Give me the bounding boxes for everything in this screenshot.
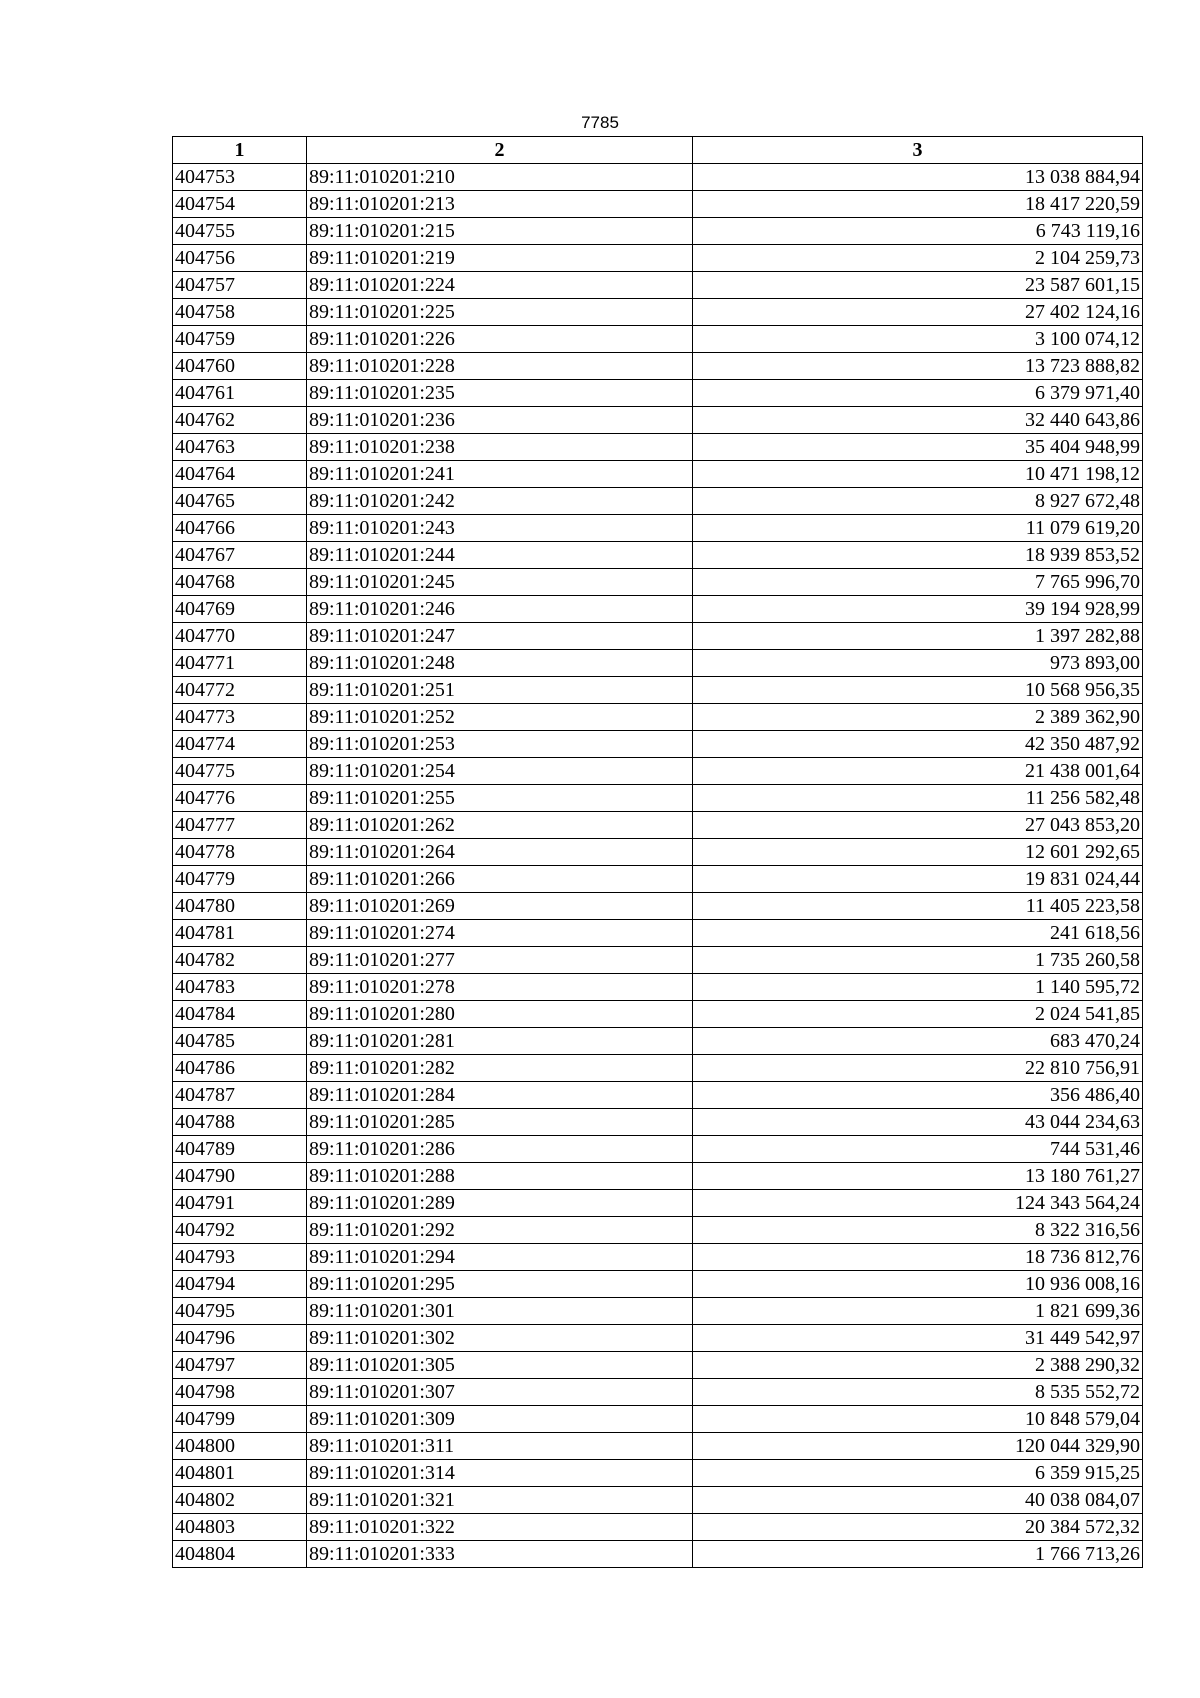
table-row (173, 704, 1143, 731)
table-row (173, 407, 1143, 434)
cadastral-value-cell: 12 601 292,65 (693, 839, 1143, 866)
cadastral-value-cell: 2 388 290,32 (693, 1352, 1143, 1379)
cadastral-value-cell: 13 723 888,82 (693, 353, 1143, 380)
cadastral-number-cell: 89:11:010201:251 (307, 677, 693, 704)
cadastral-value-cell: 1 821 699,36 (693, 1298, 1143, 1325)
table-row (173, 785, 1143, 812)
cadastral-value-cell: 1 735 260,58 (693, 947, 1143, 974)
row-number-cell: 404760 (173, 353, 307, 380)
row-number-cell: 404788 (173, 1109, 307, 1136)
cadastral-number-cell: 89:11:010201:252 (307, 704, 693, 731)
cadastral-number-cell: 89:11:010201:238 (307, 434, 693, 461)
cadastral-value-table (172, 136, 1143, 1568)
table-row (173, 974, 1143, 1001)
cadastral-number-cell: 89:11:010201:321 (307, 1487, 693, 1514)
row-number-cell: 404791 (173, 1190, 307, 1217)
cadastral-value-cell: 18 736 812,76 (693, 1244, 1143, 1271)
table-row (173, 272, 1143, 299)
table-row (173, 1298, 1143, 1325)
row-number-cell: 404804 (173, 1541, 307, 1568)
row-number-cell: 404765 (173, 488, 307, 515)
table-row (173, 1541, 1143, 1568)
table-row (173, 380, 1143, 407)
cadastral-value-cell: 32 440 643,86 (693, 407, 1143, 434)
cadastral-value-cell: 43 044 234,63 (693, 1109, 1143, 1136)
cadastral-number-cell: 89:11:010201:245 (307, 569, 693, 596)
table-row (173, 596, 1143, 623)
table-row (173, 326, 1143, 353)
cadastral-number-cell: 89:11:010201:281 (307, 1028, 693, 1055)
cadastral-value-cell: 11 256 582,48 (693, 785, 1143, 812)
table-row (173, 677, 1143, 704)
cadastral-number-cell: 89:11:010201:241 (307, 461, 693, 488)
row-number-cell: 404753 (173, 164, 307, 191)
cadastral-number-cell: 89:11:010201:286 (307, 1136, 693, 1163)
cadastral-value-cell: 18 417 220,59 (693, 191, 1143, 218)
cadastral-number-cell: 89:11:010201:264 (307, 839, 693, 866)
table-row (173, 1163, 1143, 1190)
cadastral-number-cell: 89:11:010201:243 (307, 515, 693, 542)
cadastral-value-cell: 683 470,24 (693, 1028, 1143, 1055)
cadastral-number-cell: 89:11:010201:322 (307, 1514, 693, 1541)
row-number-cell: 404789 (173, 1136, 307, 1163)
cadastral-value-cell: 1 397 282,88 (693, 623, 1143, 650)
cadastral-number-cell: 89:11:010201:226 (307, 326, 693, 353)
cadastral-number-cell: 89:11:010201:247 (307, 623, 693, 650)
table-row (173, 245, 1143, 272)
row-number-cell: 404781 (173, 920, 307, 947)
table-row (173, 1514, 1143, 1541)
row-number-cell: 404779 (173, 866, 307, 893)
cadastral-number-cell: 89:11:010201:311 (307, 1433, 693, 1460)
table-row (173, 650, 1143, 677)
cadastral-number-cell: 89:11:010201:333 (307, 1541, 693, 1568)
table-row (173, 947, 1143, 974)
cadastral-number-cell: 89:11:010201:210 (307, 164, 693, 191)
row-number-cell: 404762 (173, 407, 307, 434)
row-number-cell: 404782 (173, 947, 307, 974)
cadastral-number-cell: 89:11:010201:236 (307, 407, 693, 434)
cadastral-number-cell: 89:11:010201:288 (307, 1163, 693, 1190)
cadastral-number-cell: 89:11:010201:219 (307, 245, 693, 272)
cadastral-number-cell: 89:11:010201:225 (307, 299, 693, 326)
cadastral-value-cell: 973 893,00 (693, 650, 1143, 677)
table-header (173, 137, 1143, 164)
cadastral-value-cell: 22 810 756,91 (693, 1055, 1143, 1082)
table-row (173, 1406, 1143, 1433)
row-number-cell: 404768 (173, 569, 307, 596)
table-row (173, 1325, 1143, 1352)
cadastral-number-cell: 89:11:010201:266 (307, 866, 693, 893)
row-number-cell: 404796 (173, 1325, 307, 1352)
row-number-cell: 404775 (173, 758, 307, 785)
cadastral-number-cell: 89:11:010201:309 (307, 1406, 693, 1433)
cadastral-number-cell: 89:11:010201:307 (307, 1379, 693, 1406)
row-number-cell: 404766 (173, 515, 307, 542)
table-row (173, 1217, 1143, 1244)
cadastral-value-cell: 8 322 316,56 (693, 1217, 1143, 1244)
table-row (173, 1136, 1143, 1163)
row-number-cell: 404802 (173, 1487, 307, 1514)
row-number-cell: 404776 (173, 785, 307, 812)
row-number-cell: 404763 (173, 434, 307, 461)
cadastral-number-cell: 89:11:010201:242 (307, 488, 693, 515)
table-row (173, 758, 1143, 785)
table-row (173, 1028, 1143, 1055)
table-row (173, 866, 1143, 893)
table-row (173, 569, 1143, 596)
cadastral-value-cell: 10 936 008,16 (693, 1271, 1143, 1298)
row-number-cell: 404773 (173, 704, 307, 731)
cadastral-number-cell: 89:11:010201:278 (307, 974, 693, 1001)
row-number-cell: 404787 (173, 1082, 307, 1109)
cadastral-value-cell: 39 194 928,99 (693, 596, 1143, 623)
row-number-cell: 404783 (173, 974, 307, 1001)
table-row (173, 1055, 1143, 1082)
table-row (173, 1460, 1143, 1487)
cadastral-value-cell: 27 043 853,20 (693, 812, 1143, 839)
cadastral-value-cell: 6 743 119,16 (693, 218, 1143, 245)
row-number-cell: 404754 (173, 191, 307, 218)
table-row (173, 164, 1143, 191)
cadastral-value-cell: 10 471 198,12 (693, 461, 1143, 488)
table-row (173, 1190, 1143, 1217)
cadastral-value-cell: 19 831 024,44 (693, 866, 1143, 893)
table-row (173, 893, 1143, 920)
cadastral-value-cell: 23 587 601,15 (693, 272, 1143, 299)
cadastral-number-cell: 89:11:010201:246 (307, 596, 693, 623)
table-row (173, 353, 1143, 380)
cadastral-value-cell: 35 404 948,99 (693, 434, 1143, 461)
cadastral-value-cell: 124 343 564,24 (693, 1190, 1143, 1217)
row-number-cell: 404803 (173, 1514, 307, 1541)
cadastral-number-cell: 89:11:010201:262 (307, 812, 693, 839)
column-header-2: 2 (307, 137, 693, 164)
row-number-cell: 404780 (173, 893, 307, 920)
cadastral-value-cell: 6 359 915,25 (693, 1460, 1143, 1487)
cadastral-value-cell: 13 180 761,27 (693, 1163, 1143, 1190)
cadastral-number-cell: 89:11:010201:253 (307, 731, 693, 758)
cadastral-number-cell: 89:11:010201:224 (307, 272, 693, 299)
table-row (173, 839, 1143, 866)
cadastral-value-cell: 27 402 124,16 (693, 299, 1143, 326)
table-row (173, 461, 1143, 488)
table-row (173, 731, 1143, 758)
row-number-cell: 404799 (173, 1406, 307, 1433)
row-number-cell: 404777 (173, 812, 307, 839)
row-number-cell: 404770 (173, 623, 307, 650)
header-row (173, 137, 1143, 164)
table-row (173, 1082, 1143, 1109)
row-number-cell: 404767 (173, 542, 307, 569)
cadastral-value-cell: 11 079 619,20 (693, 515, 1143, 542)
cadastral-number-cell: 89:11:010201:289 (307, 1190, 693, 1217)
cadastral-value-cell: 2 389 362,90 (693, 704, 1143, 731)
table-body (173, 164, 1143, 1568)
table-row (173, 1001, 1143, 1028)
table-row (173, 1433, 1143, 1460)
cadastral-number-cell: 89:11:010201:255 (307, 785, 693, 812)
cadastral-value-cell: 13 038 884,94 (693, 164, 1143, 191)
row-number-cell: 404794 (173, 1271, 307, 1298)
table-row (173, 1379, 1143, 1406)
cadastral-number-cell: 89:11:010201:280 (307, 1001, 693, 1028)
cadastral-value-cell: 356 486,40 (693, 1082, 1143, 1109)
cadastral-number-cell: 89:11:010201:302 (307, 1325, 693, 1352)
cadastral-number-cell: 89:11:010201:295 (307, 1271, 693, 1298)
cadastral-value-cell: 7 765 996,70 (693, 569, 1143, 596)
row-number-cell: 404795 (173, 1298, 307, 1325)
table-row (173, 488, 1143, 515)
column-header-3: 3 (693, 137, 1143, 164)
row-number-cell: 404757 (173, 272, 307, 299)
cadastral-number-cell: 89:11:010201:215 (307, 218, 693, 245)
cadastral-number-cell: 89:11:010201:269 (307, 893, 693, 920)
cadastral-number-cell: 89:11:010201:277 (307, 947, 693, 974)
cadastral-value-cell: 241 618,56 (693, 920, 1143, 947)
cadastral-value-cell: 2 024 541,85 (693, 1001, 1143, 1028)
cadastral-value-cell: 42 350 487,92 (693, 731, 1143, 758)
table-row (173, 515, 1143, 542)
cadastral-value-cell: 6 379 971,40 (693, 380, 1143, 407)
cadastral-value-cell: 18 939 853,52 (693, 542, 1143, 569)
table-row (173, 1109, 1143, 1136)
cadastral-number-cell: 89:11:010201:235 (307, 380, 693, 407)
cadastral-number-cell: 89:11:010201:285 (307, 1109, 693, 1136)
cadastral-number-cell: 89:11:010201:282 (307, 1055, 693, 1082)
cadastral-value-cell: 10 848 579,04 (693, 1406, 1143, 1433)
row-number-cell: 404755 (173, 218, 307, 245)
row-number-cell: 404798 (173, 1379, 307, 1406)
cadastral-number-cell: 89:11:010201:301 (307, 1298, 693, 1325)
cadastral-value-cell: 10 568 956,35 (693, 677, 1143, 704)
row-number-cell: 404793 (173, 1244, 307, 1271)
cadastral-value-cell: 744 531,46 (693, 1136, 1143, 1163)
table-row (173, 191, 1143, 218)
row-number-cell: 404801 (173, 1460, 307, 1487)
column-header-1: 1 (173, 137, 307, 164)
cadastral-value-cell: 2 104 259,73 (693, 245, 1143, 272)
cadastral-number-cell: 89:11:010201:213 (307, 191, 693, 218)
page-number: 7785 (581, 113, 619, 132)
table-row (173, 812, 1143, 839)
cadastral-number-cell: 89:11:010201:228 (307, 353, 693, 380)
cadastral-number-cell: 89:11:010201:305 (307, 1352, 693, 1379)
row-number-cell: 404772 (173, 677, 307, 704)
row-number-cell: 404761 (173, 380, 307, 407)
table-row (173, 299, 1143, 326)
row-number-cell: 404797 (173, 1352, 307, 1379)
cadastral-number-cell: 89:11:010201:284 (307, 1082, 693, 1109)
cadastral-number-cell: 89:11:010201:274 (307, 920, 693, 947)
cadastral-value-cell: 11 405 223,58 (693, 893, 1143, 920)
table-row (173, 1271, 1143, 1298)
row-number-cell: 404786 (173, 1055, 307, 1082)
table-row (173, 218, 1143, 245)
row-number-cell: 404778 (173, 839, 307, 866)
row-number-cell: 404774 (173, 731, 307, 758)
table-row (173, 1487, 1143, 1514)
cadastral-value-cell: 21 438 001,64 (693, 758, 1143, 785)
row-number-cell: 404792 (173, 1217, 307, 1244)
row-number-cell: 404764 (173, 461, 307, 488)
cadastral-number-cell: 89:11:010201:248 (307, 650, 693, 677)
row-number-cell: 404758 (173, 299, 307, 326)
table-row (173, 542, 1143, 569)
cadastral-value-cell: 31 449 542,97 (693, 1325, 1143, 1352)
row-number-cell: 404790 (173, 1163, 307, 1190)
cadastral-number-cell: 89:11:010201:254 (307, 758, 693, 785)
cadastral-value-cell: 1 140 595,72 (693, 974, 1143, 1001)
row-number-cell: 404784 (173, 1001, 307, 1028)
cadastral-value-cell: 3 100 074,12 (693, 326, 1143, 353)
row-number-cell: 404800 (173, 1433, 307, 1460)
cadastral-value-cell: 8 927 672,48 (693, 488, 1143, 515)
row-number-cell: 404759 (173, 326, 307, 353)
cadastral-value-cell: 20 384 572,32 (693, 1514, 1143, 1541)
cadastral-number-cell: 89:11:010201:244 (307, 542, 693, 569)
cadastral-number-cell: 89:11:010201:314 (307, 1460, 693, 1487)
cadastral-value-cell: 120 044 329,90 (693, 1433, 1143, 1460)
table-row (173, 1352, 1143, 1379)
table-row (173, 920, 1143, 947)
table-row (173, 1244, 1143, 1271)
row-number-cell: 404771 (173, 650, 307, 677)
cadastral-value-cell: 40 038 084,07 (693, 1487, 1143, 1514)
row-number-cell: 404785 (173, 1028, 307, 1055)
row-number-cell: 404769 (173, 596, 307, 623)
table-row (173, 434, 1143, 461)
cadastral-value-cell: 8 535 552,72 (693, 1379, 1143, 1406)
cadastral-number-cell: 89:11:010201:292 (307, 1217, 693, 1244)
row-number-cell: 404756 (173, 245, 307, 272)
table-row (173, 623, 1143, 650)
cadastral-number-cell: 89:11:010201:294 (307, 1244, 693, 1271)
cadastral-value-cell: 1 766 713,26 (693, 1541, 1143, 1568)
